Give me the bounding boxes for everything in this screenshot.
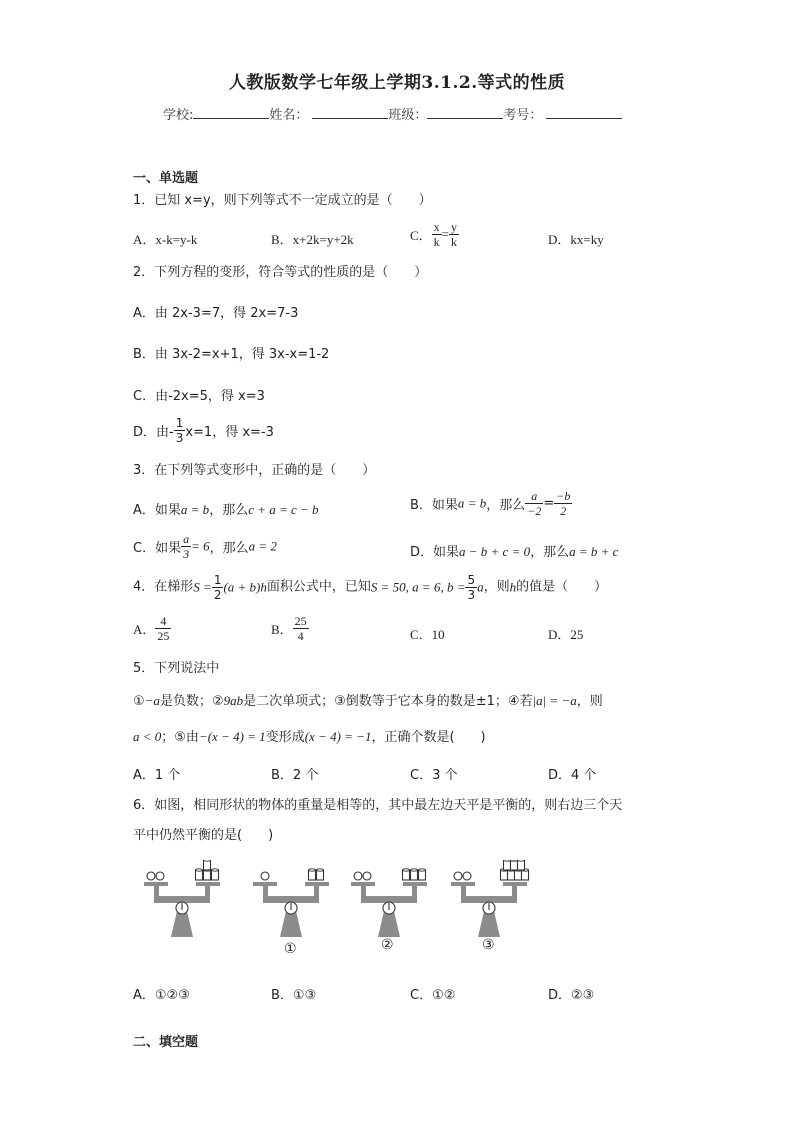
q4-a-num: 4 [155,614,171,629]
q5-l2-2: ；⑤由 [161,730,199,745]
student-info-line [163,104,622,123]
q4-given: S = 50, a = 6, b = [370,579,466,595]
q4-then: ，则 [483,579,510,595]
q2-option-b[interactable]: B．由 3x-2=x+1，得 3x-x=1-2 [133,347,330,362]
q3-option-d[interactable] [410,541,618,560]
q3-b-eq: = [543,496,555,511]
q3-option-a[interactable] [133,499,319,518]
q5-l1-5: 是二次单项式；③倒数等于它本身的数是±1；④若 [243,694,533,709]
q4-half-den: 2 [213,588,222,602]
q4-given-tail: a [477,579,484,595]
q3-option-b[interactable] [410,489,572,518]
question-6-stem-line-2: 平中仍然平衡的是( ) [133,828,274,843]
q5-option-c[interactable]: C．3 个 [410,768,458,783]
q2-d-num: 1 [175,416,184,430]
balance-scale-left [144,860,220,937]
q2-option-a[interactable]: A．由 2x-3=7，得 2x=7-3 [133,306,299,321]
q5-l1-2: −a [144,693,160,708]
q5-l1-4: 9ab [223,693,244,708]
q6-option-d[interactable]: D．②③ [548,988,595,1003]
q3-a-mid: ，那么 [209,503,249,518]
q2-d-pre: D．由- [133,425,174,440]
q3-c-math2: a = 2 [248,538,277,554]
q6-option-b[interactable]: B．①③ [271,988,317,1003]
fig-label-1: ① [284,941,297,957]
question-3-stem: 3．在下列等式变形中，正确的是（ ） [133,463,376,478]
q4-s: S = [193,579,212,595]
q5-l2-3: −(x − 4) = 1 [198,729,266,744]
q3-b-num2: −b [556,489,571,503]
q3-d-pre: D．如果 [410,545,460,560]
q5-option-b[interactable]: B．2 个 [271,768,319,783]
class-label: 班级： [388,108,428,123]
q1-option-c[interactable] [410,220,459,249]
q4-option-c[interactable]: C．10 [410,627,445,642]
q3-b-num1: a [525,489,543,504]
name-label: 姓名： [269,108,309,123]
q1-option-b[interactable]: B．x+2k=y+2k [271,232,354,247]
q5-l1-6: |a| = −a [532,693,577,708]
q3-d-math1: a − b + c = 0 [459,544,531,559]
question-5-stem: 5．下列说法中 [133,661,220,676]
q3-option-c[interactable] [133,532,277,561]
q5-l2-5: (x − 4) = −1 [304,729,372,744]
q1-option-a[interactable]: A．x-k=y-k [133,232,198,247]
q5-l2-1: a < 0 [133,729,162,744]
school-blank[interactable] [193,106,269,119]
q2-d-den: 3 [175,431,184,445]
q3-b-math1: a = b [457,495,487,511]
q5-line-2 [133,728,486,747]
q5-l1-7: ，则 [576,694,603,709]
q5-l1-1: ① [133,694,145,709]
balance-scale-1 [253,869,329,937]
school-label: 学校: [163,108,194,123]
q3-c-math1: = 6 [191,538,210,554]
q3-b-pre: B．如果 [410,498,458,513]
q4-b-den: 3 [467,588,476,602]
q1-c-label: C． [410,228,432,243]
section-title-fill-in: 二、填空题 [133,1035,199,1050]
q5-l1-3: 是负数；② [159,694,224,709]
q2-option-d[interactable] [133,416,274,445]
q4-a-den: 25 [157,629,170,643]
q3-b-mid: ，那么 [486,498,526,513]
q4-b-label: B． [271,622,293,637]
q4-mid: 面积公式中，已知 [266,579,371,595]
q4-h: h [509,579,517,595]
number-label: 考号： [503,108,543,123]
q3-b-den2: 2 [560,504,567,518]
balance-scale-3 [451,860,529,937]
q4-b-den2: 4 [297,629,304,643]
q3-a-math2: c + a = c − b [248,502,319,517]
q5-l2-4: 变形成 [265,730,305,745]
number-blank[interactable] [546,106,622,119]
q1-c-num1: x [433,220,440,234]
q4-option-d[interactable]: D．25 [548,627,584,642]
balance-scales-figure [140,860,540,960]
q1-c-num2: y [451,220,458,234]
q5-option-a[interactable]: A．1 个 [133,768,181,783]
q3-c-pre: C．如果 [133,541,182,556]
q4-option-a[interactable] [133,614,171,643]
q1-c-den1: k [433,235,440,249]
question-4-stem [133,573,607,602]
q6-option-c[interactable]: C．①② [410,988,456,1003]
q3-d-math2: a = b + c [569,544,619,559]
page-title: 人教版数学七年级上学期3.1.2.等式的性质 [228,73,566,93]
q1-c-eq: = [441,226,450,242]
q3-c-mid: ，那么 [209,541,249,556]
q3-a-math1: a = b [180,502,210,517]
q1-c-den2: k [451,235,458,249]
name-blank[interactable] [312,106,388,119]
question-6-stem-line-1: 6．如图，相同形状的物体的重量是相等的，其中最左边天平是平衡的，则右边三个天 [133,798,623,813]
q3-c-den: 3 [183,547,190,561]
q5-l2-6: ，正确个数是( ) [371,730,486,745]
q4-option-b[interactable] [271,614,309,643]
q2-d-post: x=1，得 x=-3 [185,425,274,440]
q2-option-c[interactable]: C．由-2x=5，得 x=3 [133,389,265,404]
q5-option-d[interactable]: D．4 个 [548,768,597,783]
q6-option-a[interactable]: A．①②③ [133,988,190,1003]
q4-pre: 4．在梯形 [133,579,194,595]
q3-b-den1: −2 [527,504,542,518]
section-title-single-choice: 一、单选题 [133,171,199,186]
class-blank[interactable] [427,106,503,119]
q4-formula-tail: (a + b)h [223,579,267,595]
fig-label-3: ③ [482,937,495,953]
fig-label-2: ② [381,937,394,953]
question-1-stem: 1．已知 x=y，则下列等式不一定成立的是（ ） [133,193,432,208]
q5-line-1 [133,692,603,711]
q3-a-pre: A．如果 [133,503,181,518]
q4-b-num: 5 [467,573,476,587]
balance-scale-2 [351,869,427,937]
q4-end: 的值是（ ） [516,579,608,595]
q4-b-num2: 25 [294,614,307,628]
question-2-stem: 2．下列方程的变形，符合等式的性质的是（ ） [133,265,428,280]
q4-a-label: A． [133,622,156,637]
q3-c-num: a [183,532,190,546]
q3-d-mid: ，那么 [530,545,570,560]
q4-half-num: 1 [213,573,222,587]
q1-option-d[interactable]: D．kx=ky [548,232,604,247]
